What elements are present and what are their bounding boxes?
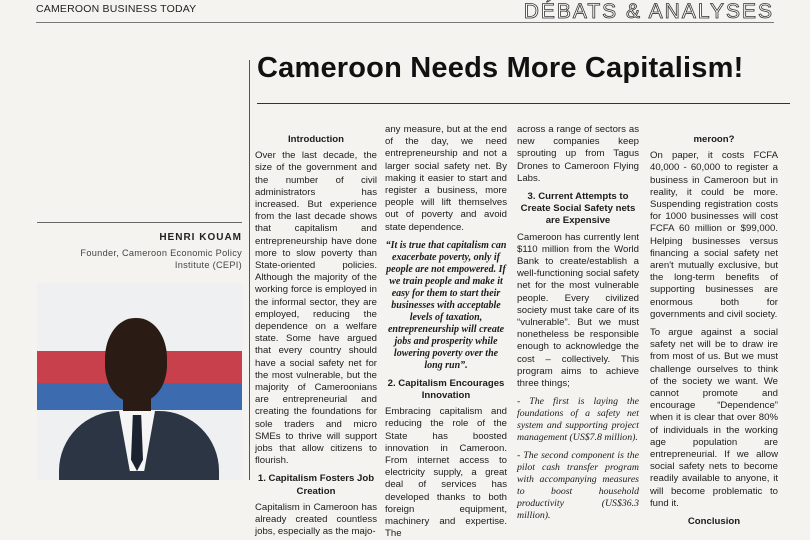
section-heading: meroon?	[693, 134, 735, 145]
tie-shape	[131, 415, 143, 471]
author-role: Founder, Cameroon Economic Policy Institute (CEPI)	[80, 248, 242, 270]
list-item: - The second component is the pilot cash transfer program with accompanying measures to boost household productivity (US$36.3 million).	[517, 450, 639, 522]
list-item: - The first is laying the foundations of a safety net system and supporting project management (US$7.8 million).	[517, 396, 639, 444]
paragraph: Embracing capitalism and reducing the role of the State has boosted innovation in Cameroon. From internet access to electricity supply, a great deal of services has developed thanks to both foreign equipment, machinery and expertise. The	[385, 406, 507, 540]
paragraph: To argue against a social safety net will be to draw ire from most of us. But we must challenge ourselves to think of the society we want. We cannot promote and encourage “Dependence” when it is clear that over 80% of individuals in the working age population are entrepreneurial. If we allow social safety nets to become readily available to anyone, it will become problematic to fund it.	[650, 327, 778, 509]
article-title: Cameroon Needs More Capitalism!	[257, 52, 744, 84]
column-3	[517, 124, 639, 522]
paragraph: On paper, it costs FCFA 40,000 - 60,000 to register a business in Cameroon but in reality, it could be more. Suspending registration costs for 1000 businesses will cost FCFA 60 million or $99,000. Helping businesses versus financing a social safety net aren't mutually exclusive, but the long-term benefits of supporting businesses are enormous both for governments and civil society.	[650, 150, 778, 320]
section-heading: Introduction	[288, 134, 344, 145]
column-2	[385, 124, 507, 540]
paragraph: Over the last decade, the size of the government and the number of civil administrators has increased. But experience from the last decade shows that capitalism and entrepreneurship have done more to slow poverty than State-oriented policies. Although the majority of the working force is employed in the informal sector, they are employed, reducing the dependence on a welfare state. Some have argued that every country should have a social safety net for the most vulnerable, but the majority of Cameroonians are entrepreneurial and creating the foundations for sole traders and micro SMEs to thrive will support jobs that allow citizens to flourish.	[255, 150, 377, 467]
section-heading: Conclusion	[687, 516, 741, 528]
paragraph: Cameroon has currently lent $110 million from the World Bank to create/establish a well-functioning social safety net for the most vulnerable people. Every civilized society must take care of its “vulnerable”. But we must nonetheless be responsible enough to acknowledge the cost – collectively. This program aims to achieve three things;	[517, 231, 639, 390]
header-divider	[36, 22, 774, 23]
section-heading: 2. Capitalism Encourages Innovation	[387, 377, 505, 402]
publication-name: CAMEROON BUSINESS TODAY	[36, 3, 197, 15]
column-4	[650, 128, 778, 532]
paragraph: any measure, but at the end of the day, we need entrepreneurship and not a larger social safety net. By making it easier to start and register a business, more people will lift themselves out of poverty and avoid state dependence.	[385, 124, 507, 233]
column-divider	[249, 60, 250, 480]
section-heading: 3. Current Attempts to Create Social Safety nets are Expensive	[520, 191, 636, 227]
author-photo	[37, 283, 242, 480]
paragraph: Capitalism in Cameroon has already created countless jobs, especially as the majo-	[255, 501, 377, 538]
pull-quote: “It is true that capitalism can exacerbate poverty, only if people are not empowered. If we train people and make it easy for them to start their businesses with acceptable levels of taxation, entrepreneurship will create jobs and prosperity while lowering poverty over the long run”.	[385, 239, 507, 371]
head-shape	[105, 318, 167, 402]
title-divider	[257, 103, 790, 104]
section-title: DÉBATS & ANALYSES	[523, 0, 774, 23]
section-heading: 1. Capitalism Fosters Job Creation	[257, 473, 375, 497]
author-divider	[37, 222, 242, 223]
author-name: HENRI KOUAM	[159, 232, 242, 243]
paragraph: across a range of sectors as new companies keep sprouting up from Tagus Drones to Cameroon Flying Labs.	[517, 124, 639, 184]
column-1	[255, 128, 377, 539]
